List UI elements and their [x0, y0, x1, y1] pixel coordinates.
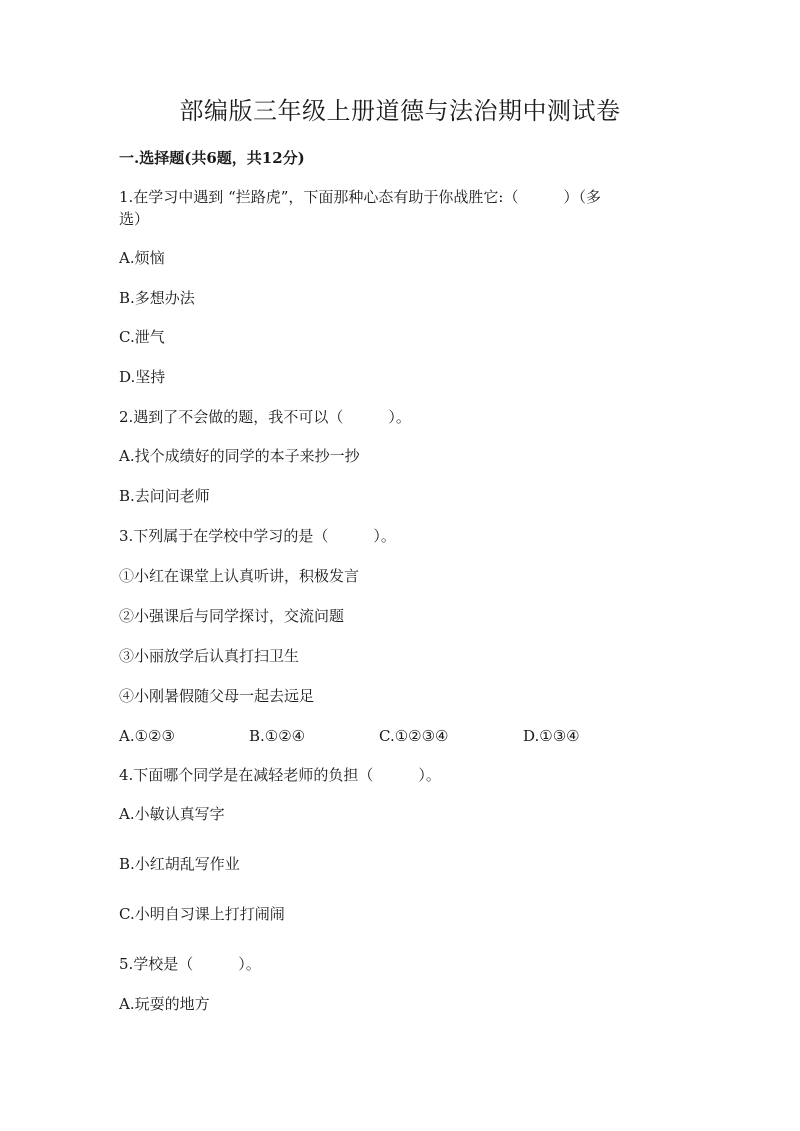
question-3-item-2: ②小强课后与同学探讨，交流问题: [119, 607, 345, 625]
question-1-stem: 1.在学习中遇到 “拦路虎”，下面那种心态有助于你战胜它:（ ）（多: [119, 188, 601, 206]
question-3-options: [0, 726, 800, 748]
question-2-stem: 2.遇到了不会做的题，我不可以（ ）。: [119, 408, 411, 426]
question-3-option-a: A.①②③: [119, 727, 175, 745]
question-3-stem: 3.下列属于在学校中学习的是（ ）。: [119, 527, 396, 545]
question-1-stem-cont: 选）: [119, 210, 150, 228]
question-3-option-b: B.①②④: [249, 727, 306, 745]
question-3-item-1: ①小红在课堂上认真听讲，积极发言: [119, 567, 360, 585]
question-4-option-c: C.小明自习课上打打闹闹: [119, 905, 285, 923]
question-3-item-3: ③小丽放学后认真打扫卫生: [119, 647, 300, 665]
question-3-option-c: C.①②③④: [379, 727, 449, 745]
question-5-stem: 5.学校是（ ）。: [119, 955, 261, 973]
question-4-option-b: B.小红胡乱写作业: [119, 855, 240, 873]
question-1-option-c: C.泄气: [119, 328, 165, 346]
section-heading: 一.选择题(共6题，共12分): [119, 149, 305, 167]
question-2-option-b: B.去问问老师: [119, 487, 210, 505]
question-3-option-d: D.①③④: [523, 727, 580, 745]
question-1-option-b: B.多想办法: [119, 289, 195, 307]
question-1-option-d: D.坚持: [119, 368, 166, 386]
page-title: 部编版三年级上册道德与法治期中测试卷: [179, 97, 621, 125]
question-1-option-a: A.烦恼: [119, 249, 165, 267]
question-4-option-a: A.小敏认真写字: [119, 805, 225, 823]
question-4-stem: 4.下面哪个同学是在减轻老师的负担（ ）。: [119, 766, 441, 784]
question-2-option-a: A.找个成绩好的同学的本子来抄一抄: [119, 447, 360, 465]
question-5-option-a: A.玩耍的地方: [119, 995, 210, 1013]
question-3-item-4: ④小刚暑假随父母一起去远足: [119, 687, 315, 705]
